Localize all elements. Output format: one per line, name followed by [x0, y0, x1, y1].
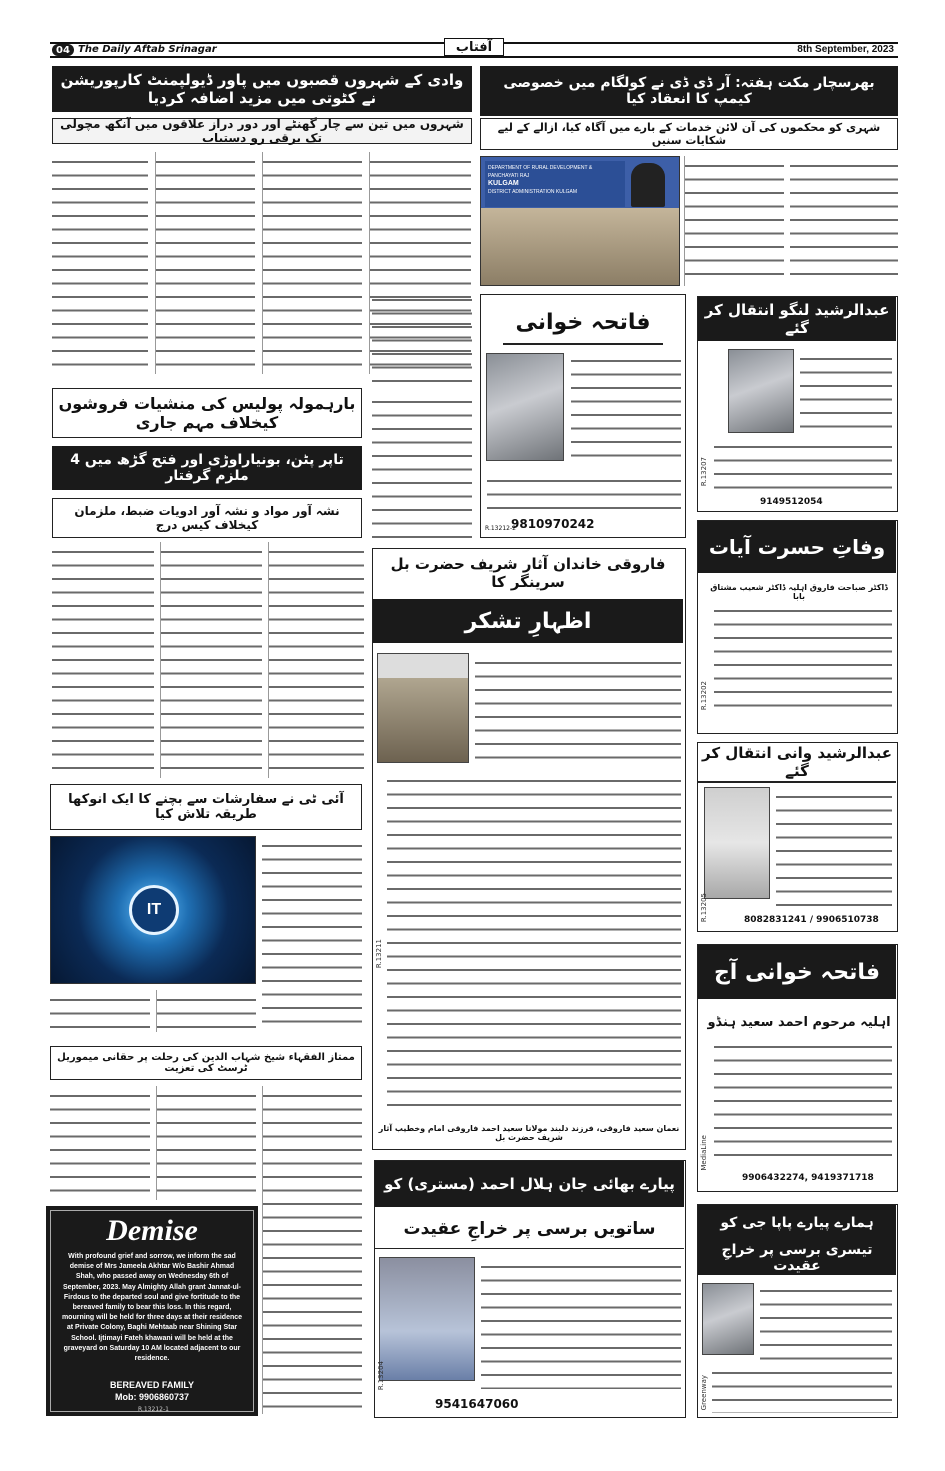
page-header	[50, 39, 898, 58]
hilal-tribute-headline-1: پیارے بھائی جان ہلال احمد (مستری) کو	[375, 1161, 684, 1207]
demise-body: With profound grief and sorrow, we inform the sad demise of Mrs Jameela Akhtar W/o Bashir Ahmad Shah, who passed away on Wednesday 6th of September, 2023. May Almighty Allah grant Jannat-ul-Firdous to the departed soul and give fortitude to the bereaved family to bear this loss. In this regard, mourning will be held for three days at their residence at Private Colony, Baghi Mehtaab near Shining Star School. Ijtimayi Fateh khawani will be held at the graveyard on Saturday 10 AM located adjacent to our residence.	[61, 1253, 243, 1363]
baramulla-col-3	[268, 542, 364, 778]
abdul-rashid-langoo-code: R.13207	[700, 457, 708, 487]
papaji-title-1: ہمارے پیارے پاپا جی کو	[698, 1205, 896, 1241]
page-number: 04	[52, 44, 74, 56]
papaji-tribute-notice	[697, 1204, 898, 1418]
condolence-col-2	[156, 1086, 256, 1200]
baramulla-headline: بارہمولہ پولیس کی منشیات فروشوں کیخلاف مہم جاری	[52, 388, 362, 438]
wafat-hasrat-text	[714, 601, 892, 713]
condolence-headline: ممتاز الفقہاء شیخ شہاب الدین کی رحلت پر حقانی میموریل ٹرسٹ کی تعزیت	[50, 1046, 362, 1080]
hilal-tribute-text	[481, 1257, 681, 1389]
baramulla-top-col	[372, 392, 472, 538]
rdd-col-right-1	[790, 156, 898, 286]
demise-mobile: Mob: 9906860737	[114, 1392, 190, 1402]
hilal-tribute-notice	[374, 1160, 686, 1418]
farooqi-headline-1: فاروقی خاندان آثار شریف حضرت بل سرینگر کا	[390, 555, 666, 591]
iit-headline: آئی ٹی نے سفارشات سے بچنے کا ایک انوکھا طریقہ تلاش کیا	[50, 784, 362, 830]
fateha-khwani-aaj-text	[714, 1037, 892, 1165]
fateha-khwani-aaj-name: اہلیہ مرحوم احمد سعید ہنڈو	[707, 1015, 891, 1030]
rdd-banner-line-3: DISTRICT ADMINISTRATION KULGAM	[488, 189, 577, 195]
masthead-logo: آفتاب	[444, 38, 504, 56]
farooqi-headline-2: اظہارِ تشکر	[373, 599, 683, 643]
baramulla-col-2	[160, 542, 262, 778]
hilal-tribute-phone: 9541647060	[435, 1397, 519, 1411]
fateha-khwani-1-photo	[486, 353, 564, 461]
baramulla-col-1	[52, 542, 154, 778]
papaji-text-bottom	[712, 1363, 892, 1413]
abdul-rashid-langoo-title: عبدالرشید لنگو انتقال کر گئے	[698, 297, 896, 341]
condolence-col-3	[262, 1086, 362, 1414]
fateha-khwani-aaj-notice	[697, 944, 898, 1192]
abdul-rashid-langoo-text-right	[800, 349, 892, 433]
iit-image-circle	[129, 885, 179, 935]
papaji-photo	[702, 1283, 754, 1355]
wafat-hasrat-notice	[697, 520, 898, 734]
abdul-rashid-wani-notice	[697, 742, 898, 932]
abdul-rashid-langoo-text-bottom	[714, 437, 892, 489]
power-col-3	[262, 152, 362, 374]
fateha-khwani-1-text-bottom	[487, 471, 681, 509]
demise-title: Demise	[106, 1214, 198, 1247]
power-subhead: شہروں میں تین سے چار گھنٹے اور دور دراز علاقوں میں آنکھ مچولی تک برقی رو دستیاب	[52, 118, 472, 144]
page-date: 8th September, 2023	[797, 44, 894, 55]
abdul-rashid-langoo-notice	[697, 296, 898, 512]
rdd-banner-line-1: DEPARTMENT OF RURAL DEVELOPMENT & PANCHAYATI RAJ	[488, 165, 593, 179]
power-col-2	[155, 152, 255, 374]
fateha-khwani-1-phone: 9810970242	[511, 517, 595, 531]
wafat-hasrat-name: ڈاکٹر صباحت فاروق اہلیہ ڈاکٹر شعیب مشتاق بابا	[710, 583, 888, 601]
fateha-khwani-1-title: فاتحہ خوانی	[503, 301, 663, 345]
fateha-khwani-1-code: R.13212-2	[485, 525, 516, 532]
abdul-rashid-wani-code: R.13205	[700, 893, 708, 923]
fateha-khwani-1-text-right	[571, 351, 681, 467]
farooqi-text-top	[475, 653, 681, 765]
rdd-subhead: شہری کو محکموں کی آن لائن خدمات کے بارے میں آگاہ کیا، ازالے کے لیے شکایات سنیں	[480, 118, 898, 150]
rdd-banner-line-2: KULGAM	[488, 180, 519, 187]
baramulla-subhead-2: نشہ آور مواد و نشہ آور ادویات ضبط، ملزمان کیخلاف کیس درج	[52, 498, 362, 538]
rdd-col-right-2	[684, 156, 784, 286]
farooqi-signature: نعمان سعید فاروقی، فرزند دلبند مولانا سعید احمد فاروقی امام وخطیب آثار شریف حضرت بل	[378, 1124, 680, 1142]
rdd-headline: بھرسچار مکت ہفتہ: آر ڈی ڈی نے کولگام میں خصوصی کیمپ کا انعقاد کیا	[480, 66, 898, 116]
fateha-khwani-aaj-title: فاتحہ خوانی آج	[698, 945, 896, 999]
papaji-text-right	[760, 1281, 892, 1361]
papaji-code: Greenway	[700, 1375, 708, 1411]
abdul-rashid-wani-title: عبدالرشید وانی انتقال کر گئے	[698, 743, 896, 783]
papaji-title-2: تیسری برسی پر خراجِ عقیدت	[698, 1241, 896, 1275]
iit-col-bottom-2	[156, 990, 256, 1032]
iit-image-label: IT	[146, 901, 162, 918]
demise-notice	[46, 1206, 258, 1416]
farooqi-notice	[372, 548, 686, 1150]
fateha-khwani-1-notice	[480, 294, 686, 538]
power-continued-col	[372, 290, 472, 386]
rdd-banner	[485, 161, 625, 207]
wafat-hasrat-code: R.13202	[700, 681, 708, 711]
wafat-hasrat-title: وفاتِ حسرت آیات	[698, 521, 896, 573]
iit-col-bottom-1	[50, 990, 150, 1032]
baramulla-subhead-1: تاپر پٹن، بونیاراوڑی اور فتح گڑھ میں 4 ملزم گرفتار	[52, 446, 362, 490]
abdul-rashid-langoo-photo	[728, 349, 794, 433]
fateha-khwani-aaj-phones: 9906432274, 9419371718	[742, 1173, 874, 1183]
abdul-rashid-langoo-phone: 9149512054	[760, 497, 823, 507]
iit-image	[50, 836, 256, 984]
speaker-figure	[631, 163, 665, 207]
fateha-khwani-aaj-code: MediaLine	[700, 1135, 708, 1171]
condolence-col-1	[50, 1086, 150, 1200]
power-col-1	[52, 152, 148, 374]
paper-name: The Daily Aftab Srinagar	[78, 44, 217, 55]
hilal-tribute-code: R.13204	[377, 1361, 385, 1391]
hilal-tribute-headline-2: ساتویں برسی پر خراجِ عقیدت	[375, 1209, 684, 1249]
abdul-rashid-wani-text	[776, 787, 892, 911]
abdul-rashid-wani-phones: 8082831241 / 9906510738	[744, 915, 879, 925]
demise-code: R.13212-1	[138, 1406, 169, 1413]
power-headline: وادی کے شہروں قصبوں میں پاور ڈیولپمنٹ کارپوریشن نے کٹوتی میں مزید اضافہ کردیا	[52, 66, 472, 112]
farooqi-code: R.13211	[375, 939, 383, 969]
farooqi-text-main	[387, 771, 681, 1115]
demise-family: BEREAVED FAMILY	[109, 1380, 194, 1390]
hilal-tribute-photo	[379, 1257, 475, 1381]
farooqi-photo	[377, 653, 469, 763]
iit-col-right	[262, 836, 362, 1032]
rdd-photo	[480, 156, 680, 286]
abdul-rashid-wani-photo	[704, 787, 770, 899]
